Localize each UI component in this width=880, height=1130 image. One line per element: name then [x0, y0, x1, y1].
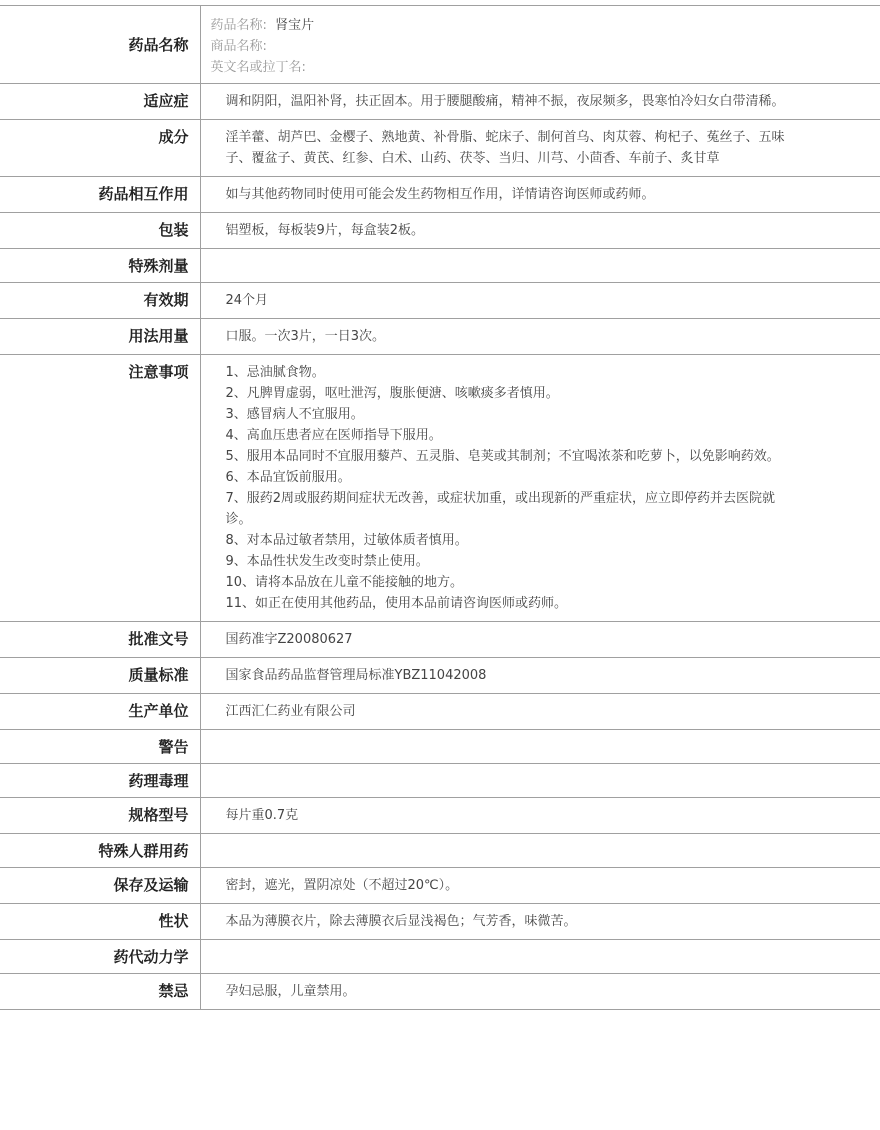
row-contraindication [0, 974, 880, 1010]
row-drug-name [0, 6, 880, 84]
row-value: 孕妇忌服，儿童禁用。 [225, 984, 356, 999]
row-label: 批准文号 [0, 622, 200, 658]
row-label: 包装 [0, 213, 200, 249]
precaution-item: 7、服药2周或服药期间症状无改善，或症状加重，或出现新的严重症状，应立即停药并去医院就诊。 [225, 491, 776, 527]
row-value: 本品为薄膜衣片，除去薄膜衣后显浅褐色；气芳香，味微苦。 [225, 914, 577, 929]
row-label: 质量标准 [0, 658, 200, 694]
row-value [200, 834, 880, 868]
row-label: 规格型号 [0, 798, 200, 834]
row-value: 密封，遮光，置阴凉处（不超过20℃）。 [225, 878, 459, 893]
row-label: 生产单位 [0, 694, 200, 730]
row-approval [0, 622, 880, 658]
row-label: 用法用量 [0, 319, 200, 355]
row-label: 药品相互作用 [0, 177, 200, 213]
row-value [200, 730, 880, 764]
precaution-item: 4、高血压患者应在医师指导下服用。 [225, 428, 442, 443]
row-toxicology [0, 764, 880, 798]
row-label: 药品名称 [0, 6, 200, 84]
row-label: 性状 [0, 904, 200, 940]
row-value: 调和阴阳，温阳补肾，扶正固本。用于腰腿酸痛，精神不振，夜尿频多，畏寒怕冷妇女白带清稀。 [225, 94, 785, 109]
row-ingredients [0, 120, 880, 177]
precaution-item: 3、感冒病人不宜服用。 [225, 407, 364, 422]
row-package [0, 213, 880, 249]
row-special-dose [0, 249, 880, 283]
row-validity [0, 283, 880, 319]
row-special-groups [0, 834, 880, 868]
row-label: 药代动力学 [0, 940, 200, 974]
precaution-item: 1、忌油腻食物。 [225, 365, 325, 380]
row-value [200, 764, 880, 798]
precaution-item: 5、服用本品同时不宜服用藜芦、五灵脂、皂荚或其制剂；不宜喝浓茶和吃萝卜，以免影响药效。 [225, 449, 780, 464]
row-interaction [0, 177, 880, 213]
english-name-prefix: 英文名或拉丁名: [210, 60, 306, 75]
precaution-item: 10、请将本品放在儿童不能接触的地方。 [225, 575, 464, 590]
row-standard [0, 658, 880, 694]
row-value: 每片重0.7克 [225, 808, 299, 823]
row-value: 国家食品药品监督管理局标准YBZ11042008 [225, 668, 487, 683]
precaution-item: 6、本品宜饭前服用。 [225, 470, 351, 485]
row-label: 警告 [0, 730, 200, 764]
row-warning [0, 730, 880, 764]
row-indication [0, 84, 880, 120]
row-label: 注意事项 [0, 355, 200, 622]
row-label: 成分 [0, 120, 200, 177]
row-value [200, 355, 880, 622]
precaution-item: 2、凡脾胃虚弱，呕吐泄泻，腹胀便溏、咳嗽痰多者慎用。 [225, 386, 559, 401]
row-value: 国药准字Z20080627 [225, 632, 353, 647]
row-value [200, 940, 880, 974]
generic-name-value: 肾宝片 [275, 18, 315, 33]
generic-name-prefix: 药品名称: [210, 18, 267, 33]
row-label: 特殊人群用药 [0, 834, 200, 868]
precaution-item: 8、对本品过敏者禁用，过敏体质者慎用。 [225, 533, 468, 548]
row-value: 24个月 [225, 293, 269, 308]
row-value [200, 6, 880, 84]
row-character [0, 904, 880, 940]
row-value: 江西汇仁药业有限公司 [225, 704, 356, 719]
row-value: 铝塑板，每板装9片，每盒装2板。 [225, 223, 425, 238]
generic-name-line [211, 15, 786, 36]
trade-name-prefix: 商品名称: [210, 39, 267, 54]
row-label: 适应症 [0, 84, 200, 120]
precaution-item: 11、如正在使用其他药品，使用本品前请咨询医师或药师。 [225, 596, 568, 611]
row-label: 禁忌 [0, 974, 200, 1010]
row-pharmacokinetics [0, 940, 880, 974]
row-value [200, 249, 880, 283]
row-label: 保存及运输 [0, 868, 200, 904]
row-label: 药理毒理 [0, 764, 200, 798]
row-value: 淫羊藿、胡芦巴、金樱子、熟地黄、补骨脂、蛇床子、制何首乌、肉苁蓉、枸杞子、菟丝子、五味子、覆盆子、黄芪、红参、白术、山药、茯苓、当归、川芎、小茴香、车前子、炙甘草 [225, 130, 785, 166]
row-manufacturer [0, 694, 880, 730]
row-spec [0, 798, 880, 834]
row-value: 口服。一次3片，一日3次。 [225, 329, 386, 344]
row-precautions [0, 355, 880, 622]
row-storage [0, 868, 880, 904]
drug-spec-table [0, 5, 880, 1010]
precaution-item: 9、本品性状发生改变时禁止使用。 [225, 554, 429, 569]
row-usage [0, 319, 880, 355]
row-value: 如与其他药物同时使用可能会发生药物相互作用，详情请咨询医师或药师。 [225, 187, 655, 202]
row-label: 有效期 [0, 283, 200, 319]
row-label: 特殊剂量 [0, 249, 200, 283]
